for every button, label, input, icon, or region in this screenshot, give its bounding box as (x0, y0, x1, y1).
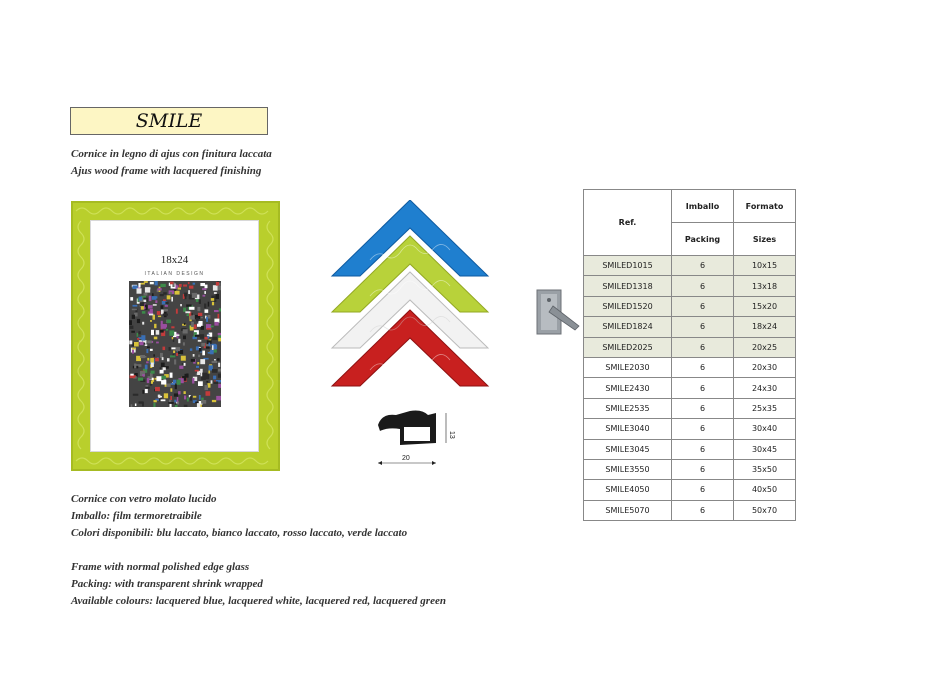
table-row (584, 378, 796, 398)
table-header-packing-it: Imballo (672, 190, 734, 223)
profile-height-label: 13 (448, 431, 455, 439)
hanger-image (533, 284, 581, 336)
colours-text-en: Available colours: lacquered blue, lacquered white, lacquered red, lacquered green (71, 595, 446, 607)
table-cell-packing: 6 (672, 459, 734, 479)
table-cell-size: 40x50 (734, 480, 796, 500)
table-cell-packing: 6 (672, 357, 734, 377)
table-cell-ref: SMILED1520 (584, 296, 672, 316)
table-row (584, 419, 796, 439)
colours-text-it: Colori disponibili: blu laccato, bianco laccato, rosso laccato, verde laccato (71, 527, 408, 539)
frame-profile-diagram (370, 405, 460, 470)
table-cell-packing: 6 (672, 378, 734, 398)
profile-width-label: 20 (402, 455, 410, 462)
table-row (584, 439, 796, 459)
table-cell-size: 18x24 (734, 317, 796, 337)
table-cell-size: 35x50 (734, 459, 796, 479)
table-cell-packing: 6 (672, 256, 734, 276)
description-top-en: Ajus wood frame with lacquered finishing (71, 165, 262, 177)
table-row (584, 256, 796, 276)
frame-artwork (129, 281, 221, 407)
table-cell-packing: 6 (672, 480, 734, 500)
table-cell-packing: 6 (672, 317, 734, 337)
glass-text-it: Cornice con vetro molato lucido (71, 493, 217, 505)
table-cell-size: 20x25 (734, 337, 796, 357)
table-row (584, 357, 796, 377)
table-cell-packing: 6 (672, 398, 734, 418)
table-cell-size: 30x45 (734, 439, 796, 459)
table-header-format-en: Sizes (734, 223, 796, 256)
table-cell-size: 10x15 (734, 256, 796, 276)
table-header-format-it: Formato (734, 190, 796, 223)
packing-text-it: Imballo: film termoretraibile (71, 510, 202, 522)
table-cell-packing: 6 (672, 276, 734, 296)
table-row (584, 337, 796, 357)
frame-format-label: 18x24 (160, 254, 189, 266)
frame-mat (91, 221, 258, 451)
table-cell-size: 24x30 (734, 378, 796, 398)
table-cell-ref: SMILE3045 (584, 439, 672, 459)
table-cell-size: 13x18 (734, 276, 796, 296)
table-cell-packing: 6 (672, 419, 734, 439)
table-cell-packing: 6 (672, 337, 734, 357)
table-cell-size: 15x20 (734, 296, 796, 316)
table-cell-ref: SMILED2025 (584, 337, 672, 357)
table-cell-ref: SMILE4050 (584, 480, 672, 500)
description-bottom-en (71, 559, 446, 610)
table-row (584, 276, 796, 296)
packing-text-en: Packing: with transparent shrink wrapped (71, 578, 263, 590)
table-cell-packing: 6 (672, 500, 734, 520)
table-cell-ref: SMILE5070 (584, 500, 672, 520)
table-cell-size: 30x40 (734, 419, 796, 439)
table-cell-size: 50x70 (734, 500, 796, 520)
table-cell-ref: SMILE2430 (584, 378, 672, 398)
description-top-it: Cornice in legno di ajus con finitura laccata (71, 148, 272, 160)
table-cell-ref: SMILE2030 (584, 357, 672, 377)
product-title: SMILE (70, 107, 268, 135)
corner-samples (330, 200, 490, 390)
spec-table (583, 189, 796, 521)
table-row (584, 500, 796, 520)
table-cell-size: 25x35 (734, 398, 796, 418)
table-cell-ref: SMILED1318 (584, 276, 672, 296)
table-cell-packing: 6 (672, 439, 734, 459)
description-top (71, 146, 272, 180)
description-bottom-it (71, 491, 407, 542)
table-cell-ref: SMILE3040 (584, 419, 672, 439)
table-row (584, 459, 796, 479)
table-cell-ref: SMILE3550 (584, 459, 672, 479)
table-row (584, 317, 796, 337)
frame-brand-label: ITALIAN DESIGN (144, 271, 205, 277)
table-cell-ref: SMILE2535 (584, 398, 672, 418)
table-row (584, 296, 796, 316)
table-row (584, 480, 796, 500)
table-cell-packing: 6 (672, 296, 734, 316)
spec-table-body (584, 256, 796, 521)
table-cell-size: 20x30 (734, 357, 796, 377)
table-header-ref: Ref. (584, 190, 672, 256)
table-row (584, 398, 796, 418)
frame-photo (71, 201, 280, 471)
glass-text-en: Frame with normal polished edge glass (71, 561, 250, 573)
table-cell-ref: SMILED1824 (584, 317, 672, 337)
table-header-packing-en: Packing (672, 223, 734, 256)
table-cell-ref: SMILED1015 (584, 256, 672, 276)
